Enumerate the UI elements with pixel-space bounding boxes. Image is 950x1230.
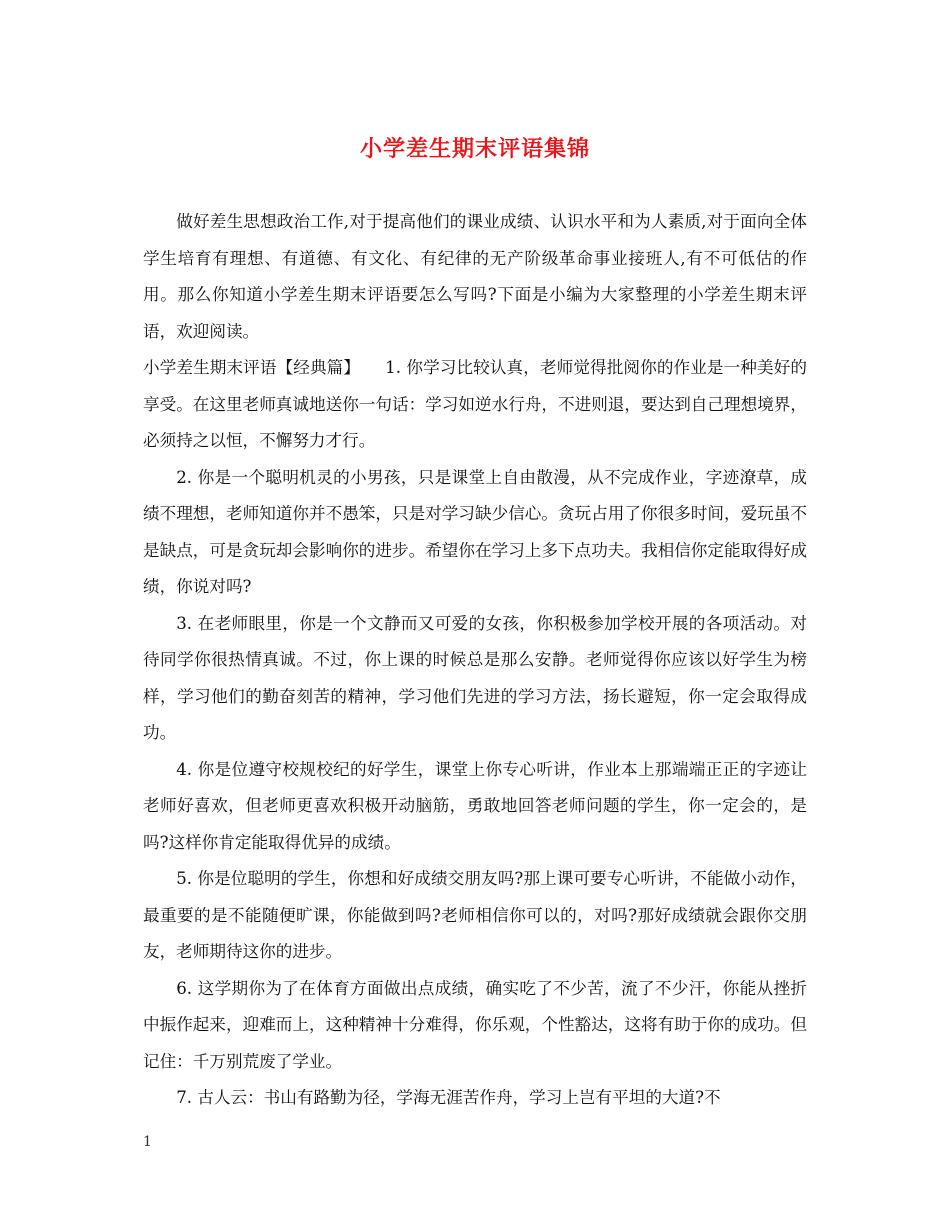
comment-paragraph-3: 3. 在老师眼里，你是一个文静而又可爱的女孩，你积极参加学校开展的各项活动。对待同学你很热情真诚。不过，你上课的时候总是那么安静。老师觉得你应该以好学生为榜样，学习他们的勤奋刻苦的精神，学习他们先进的学习方法，扬长避短，你一定会取得成功。 <box>143 613 807 742</box>
comment-paragraph-5: 5. 你是位聪明的学生，你想和好成绩交朋友吗?那上课可要专心听讲，不能做小动作，最重要的是不能随便旷课，你能做到吗?老师相信你可以的，对吗?那好成绩就会跟你交朋友，老师期待这你的进步。 <box>143 869 807 961</box>
document-title: 小学差生期末评语集锦 <box>359 136 590 162</box>
comment-paragraph-4: 4. 你是位遵守校规校纪的好学生，课堂上你专心听讲，作业本上那端端正正的字迹让老师好喜欢，但老师更喜欢积极开动脑筋，勇敢地回答老师问题的学生，你一定会的，是吗?这样你肯定能取得优异的成绩。 <box>143 759 807 852</box>
comment-paragraph-2: 2. 你是一个聪明机灵的小男孩，只是课堂上自由散漫，从不完成作业，字迹潦草，成绩不理想，老师知道你并不愚笨，只是对学习缺少信心。贪玩占用了你很多时间，爱玩虽不是缺点，可是贪玩却会影响你的进步。希望你在学习上多下点功夫。我相信你定能取得好成绩，你说对吗? <box>143 467 807 596</box>
document-body <box>143 204 807 1117</box>
comment-paragraph-1: 小学差生期末评语【经典篇】 1. 你学习比较认真，老师觉得批阅你的作业是一种美好的享受。在这里老师真诚地送你一句话：学习如逆水行舟，不进则退，要达到自己理想境界，必须持之以恒，不懈努力才行。 <box>143 358 807 450</box>
comment-paragraph-7: 7. 古人云：书山有路勤为径，学海无涯苦作舟，学习上岂有平坦的大道?不 <box>176 1088 721 1107</box>
intro-paragraph: 做好差生思想政治工作,对于提高他们的课业成绩、认识水平和为人素质,对于面向全体学生培育有理想、有道德、有文化、有纪律的无产阶级革命事业接班人,有不可低估的作用。那么你知道小学差生期末评语要怎么写吗?下面是小编为大家整理的小学差生期末评语，欢迎阅读。 <box>143 212 807 341</box>
comment-paragraph-6: 6. 这学期你为了在体育方面做出点成绩，确实吃了不少苦，流了不少汗，你能从挫折中振作起来，迎难而上，这种精神十分难得，你乐观，个性豁达，这将有助于你的成功。但记住：千万别荒废了学业。 <box>143 978 807 1071</box>
page-number: 1 <box>143 1134 152 1150</box>
